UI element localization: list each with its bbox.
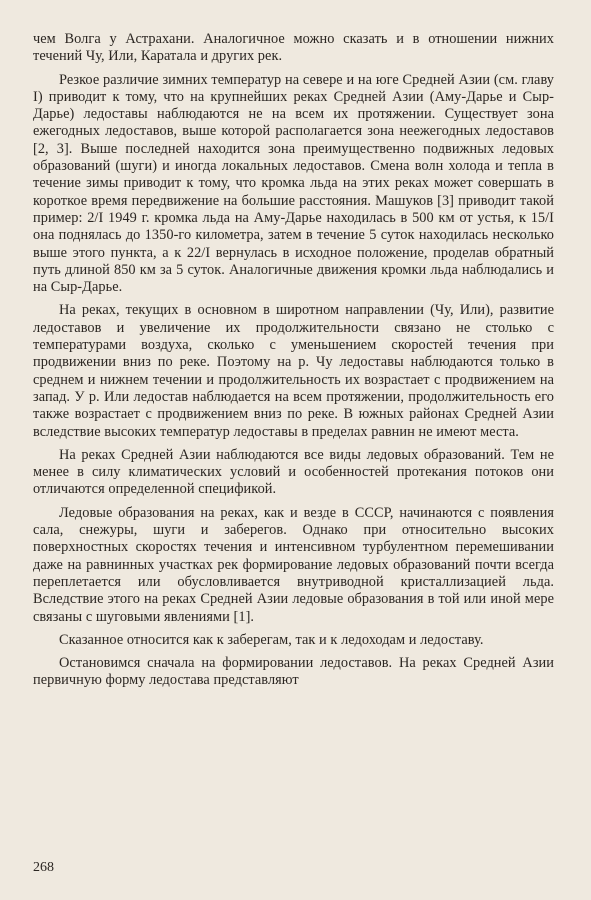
- paragraph-2: Резкое различие зимних температур на севере и на юге Средней Азии (см. главу I) приводит к тому, что на крупнейших реках Средней Азии (Аму-Дарье и Сыр-Дарье) ледоставы наблюдаются не на всем их протяжении. Существует зона ежегодных ледоставов, выше которой располагается зона неежегодных ледоставов [2, 3]. Выше последней находится зона преимущественно подвижных ледовых образований (шуги) и иногда локальных ледоставов. Смена волн холода и тепла в течение зимы приводит к тому, что кромка льда на этих реках может совершать в короткое время передвижение на большие расстояния. Машуков [3] приводит такой пример: 2/I 1949 г. кромка льда на Аму-Дарье находилась в 500 км от устья, к 15/I она поднялась до 1350-го километра, затем в течение 5 суток находилась несколько выше этого пункта, а к 22/I вернулась в исходное положение, проделав обратный путь длиной 850 км за 5 суток. Аналогичные движения кромки льда наблюдались и на Сыр-Дарье.: [33, 71, 554, 296]
- paragraph-6: Сказанное относится как к заберегам, так и к ледоходам и ледоставу.: [59, 631, 484, 648]
- page-number: 268: [33, 860, 54, 875]
- paragraph-3: На реках, текущих в основном в широтном направлении (Чу, Или), развитие ледоставов и увеличение их продолжительности связано не столько с температурами воздуха, сколько с уменьшением скоростей течения при продвижении вниз по реке. Поэтому на р. Чу ледоставы наблюдаются только в среднем и нижнем течении и продолжительность их возрастает с продвижением на запад. У р. Или ледостав наблюдается на всем протяжении, продолжительность его также возрастает с продвижением вниз по реке. В южных районах Средней Азии вследствие высоких температур ледоставы в пределах равнин не имеют места.: [33, 302, 554, 440]
- body-text: [33, 31, 554, 696]
- paragraph-7: Остановимся сначала на формировании ледоставов. На реках Средней Азии первичную форму ледостава представляют: [33, 655, 554, 689]
- paragraph-5: Ледовые образования на реках, как и везде в СССР, начинаются с появления сала, снежуры, шуги и заберегов. Однако при относительно высоких поверхностных скоростях течения и интенсивном турбулентном перемешивании даже на равнинных участках рек формирование ледовых образований почти всегда переплетается или обусловливается внутриводной кристаллизацией льда. Вследствие этого на реках Средней Азии ледовые образования в той или иной мере связаны с шуговыми явлениями [1].: [33, 504, 554, 625]
- paragraph-1: чем Волга у Астрахани. Аналогичное можно сказать и в отношении нижних течений Чу, Или, Каратала и других рек.: [33, 31, 554, 65]
- paragraph-4: На реках Средней Азии наблюдаются все виды ледовых образований. Тем не менее в силу климатических условий и особенностей протекания потоков они отличаются определенной спецификой.: [33, 446, 554, 498]
